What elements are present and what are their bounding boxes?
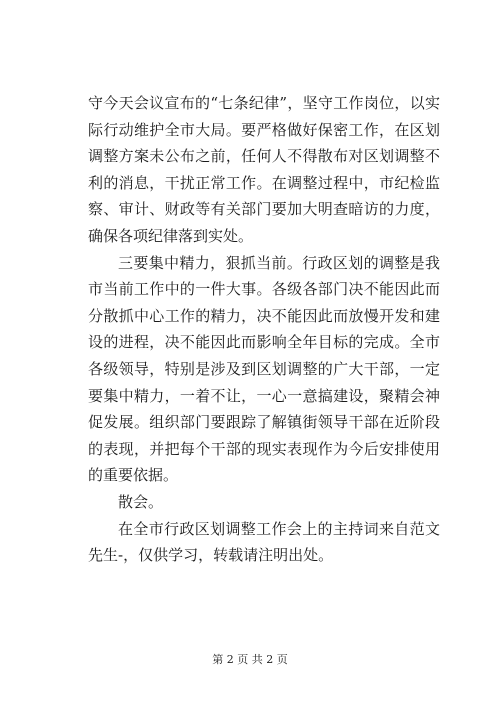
paragraph-continued: 守今天会议宣布的“七条纪律”，坚守工作岗位，以实际行动维护全市大局。要严格做好保密工作，在区划调整方案未公布之前，任何人不得散布对区划调整不利的消息，干扰正常工作。在调整过程中，市纪检监察、审计、财政等有关部门要加大明查暗访的力度，确保各项纪律落到实处。 xyxy=(88,94,440,245)
page-footer: 第 2 页 共 2 页 xyxy=(212,653,288,666)
paragraph-adjourn: 散会。 xyxy=(118,492,164,511)
document-body xyxy=(88,90,440,569)
paragraph-source-note: 在全市行政区划调整工作会上的主持词来自范文先生-，仅供学习，转载请注明出处。 xyxy=(88,519,440,565)
paragraph-third-point: 三要集中精力，狠抓当前。行政区划的调整是我市当前工作中的一件大事。各级各部门决不能因此而分散抓中心工作的精力，决不能因此而放慢开发和建设的进程，决不能因此而影响全年目标的完成。全市各级领导，特别是涉及到区划调整的广大干部，一定要集中精力，一着不让，一心一意搞建设，聚精会神促发展。组织部门要跟踪了解镇街领导干部在近阶段的表现，并把每个干部的现实表现作为今后安排使用的重要依据。 xyxy=(88,253,440,485)
